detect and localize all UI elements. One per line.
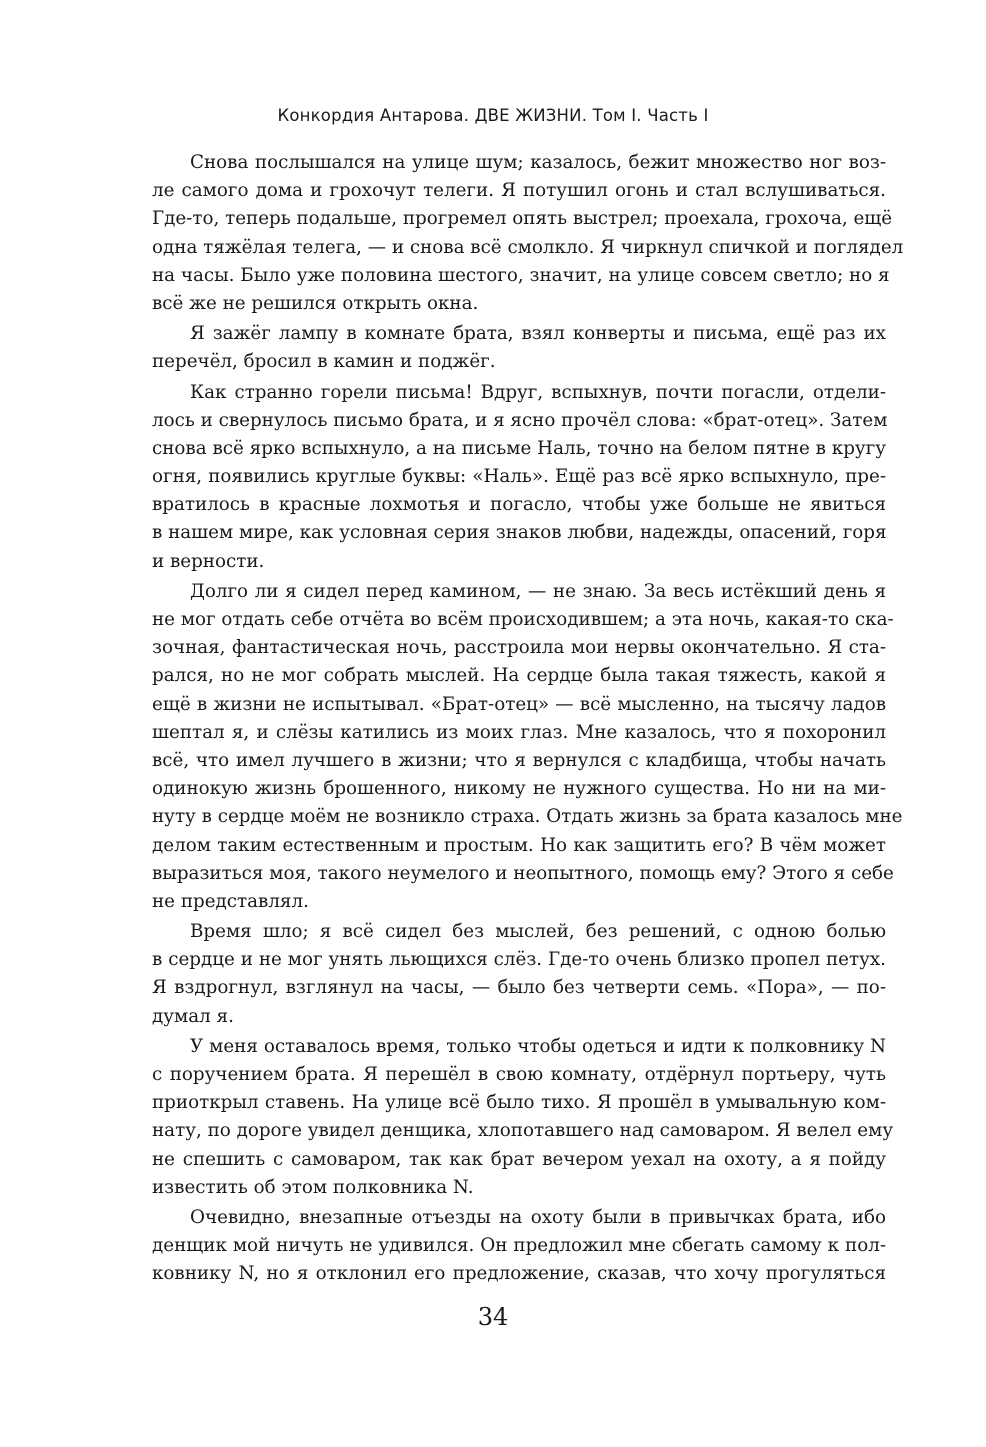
running-header: Конкордия Антарова. ДВЕ ЖИЗНИ. Том I. Часть I — [277, 106, 709, 125]
text-line: перечёл, бросил в камин и поджёг. — [152, 351, 496, 373]
paragraph — [152, 918, 886, 1031]
paragraph — [152, 379, 886, 576]
paragraph — [152, 1204, 886, 1289]
text-line: с поручением брата. Я перешёл в свою комнату, отдёрнул портьеру, чуть — [152, 1064, 886, 1085]
text-line: не представлял. — [152, 890, 309, 912]
text-line: Как странно горели письма! Вдруг, вспыхнув, почти погасли, отдели- — [190, 381, 886, 403]
paragraph — [152, 578, 903, 916]
text-line: не мог отдать себе отчёта во всём происходившем; а эта ночь, какая-то ска- — [152, 609, 894, 630]
text-line: не спешить с самоваром, так как брат вечером уехал на охоту, а я пойду — [152, 1148, 886, 1170]
text-line: всё же не решился открыть окна. — [152, 292, 479, 314]
paragraph — [152, 1033, 894, 1202]
text-line: ле самого дома и грохочут телеги. Я потушил огонь и стал вслушиваться. — [152, 180, 886, 202]
text-line: шептал я, и слёзы катились из моих глаз. Мне казалось, что я похоронил — [152, 721, 886, 743]
text-line: известить об этом полковника N. — [152, 1176, 474, 1198]
page-number: 34 — [477, 1303, 509, 1331]
text-line: ковнику N, но я отклонил его предложение, сказав, что хочу прогуляться — [152, 1263, 886, 1285]
text-line: Время шло; я всё сидел без мыслей, без решений, с одною болью — [190, 921, 886, 943]
text-line: Я зажёг лампу в комнате брата, взял конверты и письма, ещё раз их — [190, 323, 886, 345]
text-line: думал я. — [152, 1005, 234, 1027]
text-line: приоткрыл ставень. На улице всё было тихо. Я прошёл в умывальную ком- — [152, 1092, 886, 1114]
text-line: одна тяжёлая телега, — и снова всё смолкло. Я чиркнул спичкой и поглядел — [152, 236, 904, 258]
text-line: и верности. — [152, 550, 265, 572]
text-line: лось и свернулось письмо брата, и я ясно прочёл слова: «брат-отец». Затем — [152, 409, 888, 431]
text-line: Очевидно, внезапные отъезды на охоту были в привычках брата, ибо — [190, 1206, 886, 1228]
text-line: в нашем мире, как условная серия знаков любви, надежды, опасений, горя — [152, 522, 887, 544]
text-line: У меня оставалось время, только чтобы одеться и идти к полковнику N — [190, 1035, 886, 1057]
text-line: одинокую жизнь брошенного, никому не нужного существа. Но ни на ми- — [152, 778, 886, 800]
text-line: вратилось в красные лохмотья и погасло, чтобы уже больше не явиться — [152, 494, 886, 516]
text-line: в сердце и не мог унять льющихся слёз. Где-то очень близко пропел петух. — [152, 949, 886, 971]
text-line: делом таким естественным и простым. Но как защитить его? В чём может — [152, 834, 886, 856]
text-line: Где-то, теперь подальше, прогремел опять выстрел; проехала, грохоча, ещё — [152, 208, 893, 230]
body-text — [152, 149, 904, 1291]
text-line: денщик мой ничуть не удивился. Он предложил мне сбегать самому к пол- — [152, 1235, 886, 1257]
text-line: нуту в сердце моём не возникло страха. Отдать жизнь за брата казалось мне — [152, 806, 903, 828]
text-line: рался, но не мог собрать мыслей. На сердце была такая тяжесть, какой я — [152, 665, 886, 687]
text-line: Долго ли я сидел перед камином, — не знаю. За весь истёкший день я — [190, 580, 886, 602]
text-line: Снова послышался на улице шум; казалось, бежит множество ног воз- — [190, 152, 886, 173]
text-line: выразиться моя, такого неумелого и неопытного, помощь ему? Этого я себе — [152, 862, 894, 884]
text-line: огня, появились круглые буквы: «Наль». Ещё раз всё ярко вспыхнуло, пре- — [152, 466, 886, 488]
text-line: на часы. Было уже половина шестого, значит, на улице совсем светло; но я — [152, 264, 890, 286]
paragraph — [152, 320, 886, 376]
text-line: снова всё ярко вспыхнуло, а на письме Наль, точно на белом пятне в кругу — [152, 437, 886, 459]
text-line: всё, что имел лучшего в жизни; что я вернулся с кладбища, чтобы начать — [152, 749, 886, 771]
text-line: зочная, фантастическая ночь, расстроила мои нервы окончательно. Я ста- — [152, 637, 886, 659]
text-line: Я вздрогнул, взглянул на часы, — было без четверти семь. «Пора», — по- — [152, 977, 886, 999]
paragraph — [152, 149, 904, 318]
text-line: нату, по дороге увидел денщика, хлопотавшего над самоваром. Я велел ему — [152, 1120, 894, 1142]
text-line: ещё в жизни не испытывал. «Брат-отец» — всё мысленно, на тысячу ладов — [152, 693, 886, 715]
